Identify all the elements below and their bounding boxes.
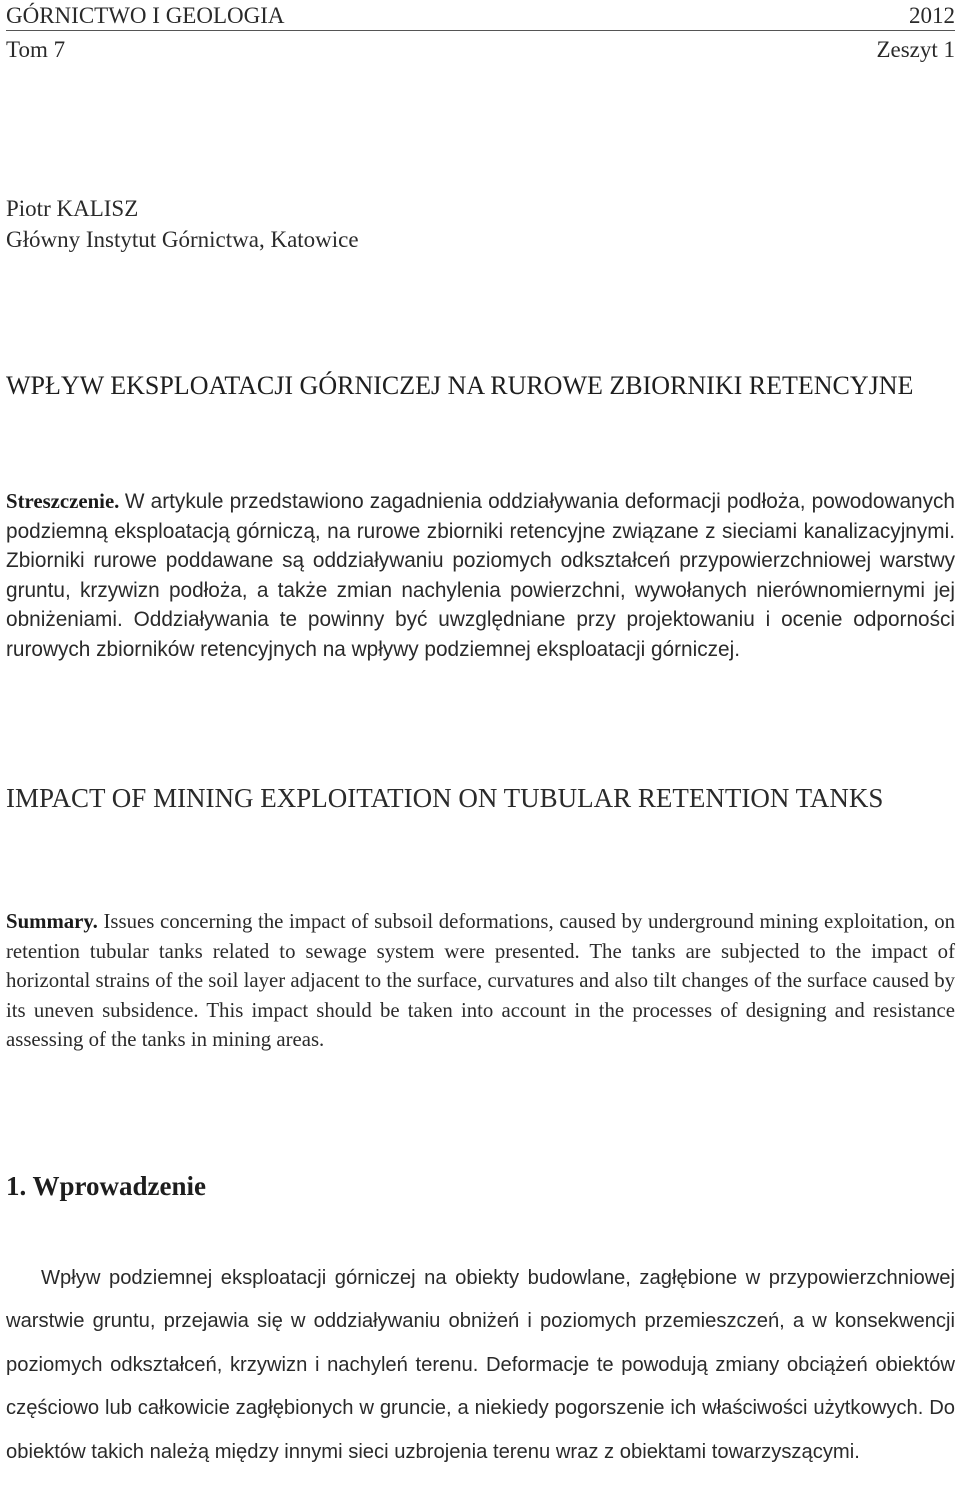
abstract-english-label: Summary. (6, 910, 104, 933)
journal-year: 2012 (909, 3, 955, 28)
abstract-polish-label: Streszczenie. (6, 490, 125, 513)
paper-title-polish: WPŁYW EKSPLOATACJI GÓRNICZEJ NA RUROWE ZBIORNIKI RETENCYJNE (6, 371, 914, 400)
journal-subheader (6, 36, 955, 64)
abstract-polish (6, 487, 955, 665)
paper-title-english: IMPACT OF MINING EXPLOITATION ON TUBULAR RETENTION TANKS (6, 783, 884, 813)
section-paragraph: Wpływ podziemnej eksploatacji górniczej na obiekty budowlane, zagłębione w przypowierzchniowej warstwie gruntu, przejawia się w oddziaływaniu obniżeń i poziomych przemieszczeń, a w konsekwencji poziomych odkształceń, krzywizn i nachyleń terenu. Deformacje te powodują zmiany obciążeń obiektów częściowo lub całkowicie zagłębionych w gruncie, a niekiedy pogorszenie ich właściwości użytkowych. Do obiektów takich należą między innymi sieci uzbrojenia terenu wraz z obiektami towarzyszącymi. (6, 1267, 955, 1463)
journal-volume: Tom 7 (6, 37, 66, 62)
author-name: Piotr KALISZ (6, 196, 139, 221)
abstract-english (6, 907, 955, 1055)
author-affiliation: Główny Instytut Górnictwa, Katowice (6, 227, 359, 252)
author-block (6, 193, 359, 255)
abstract-polish-text: W artykule przedstawiono zagadnienia oddziaływania deformacji podłoża, powodowanych podziemną eksploatacją górniczą, na rurowe zbiorniki retencyjne związane z sieciami kanalizacyjnymi. Zbiorniki rurowe poddawane są oddziaływaniu poziomych odkształceń przypowierzchniowej warstwy gruntu, krzywizn podłoża, a także zmian nachylenia powierzchni, wywołanych nierównomiernymi jej obniżeniami. Oddziaływania te powinny być uwzględniane przy projektowaniu i ocenie odporności rurowych zbiorników retencyjnych na wpływy podziemnej eksploatacji górniczej. (6, 490, 955, 661)
journal-header (6, 2, 955, 31)
section-heading: 1. Wprowadzenie (6, 1171, 207, 1201)
journal-name: GÓRNICTWO I GEOLOGIA (6, 3, 285, 28)
journal-issue: Zeszyt 1 (876, 37, 955, 62)
abstract-english-text: Issues concerning the impact of subsoil deformations, caused by underground mining exploitation, on retention tubular tanks related to sewage system were presented. The tanks are subjected to the impact of horizontal strains of the soil layer adjacent to the surface, curvatures and also tilt changes of the surface caused by its uneven subsidence. This impact should be taken into account in the processes of designing and resistance assessing of the tanks in mining areas. (6, 910, 955, 1052)
